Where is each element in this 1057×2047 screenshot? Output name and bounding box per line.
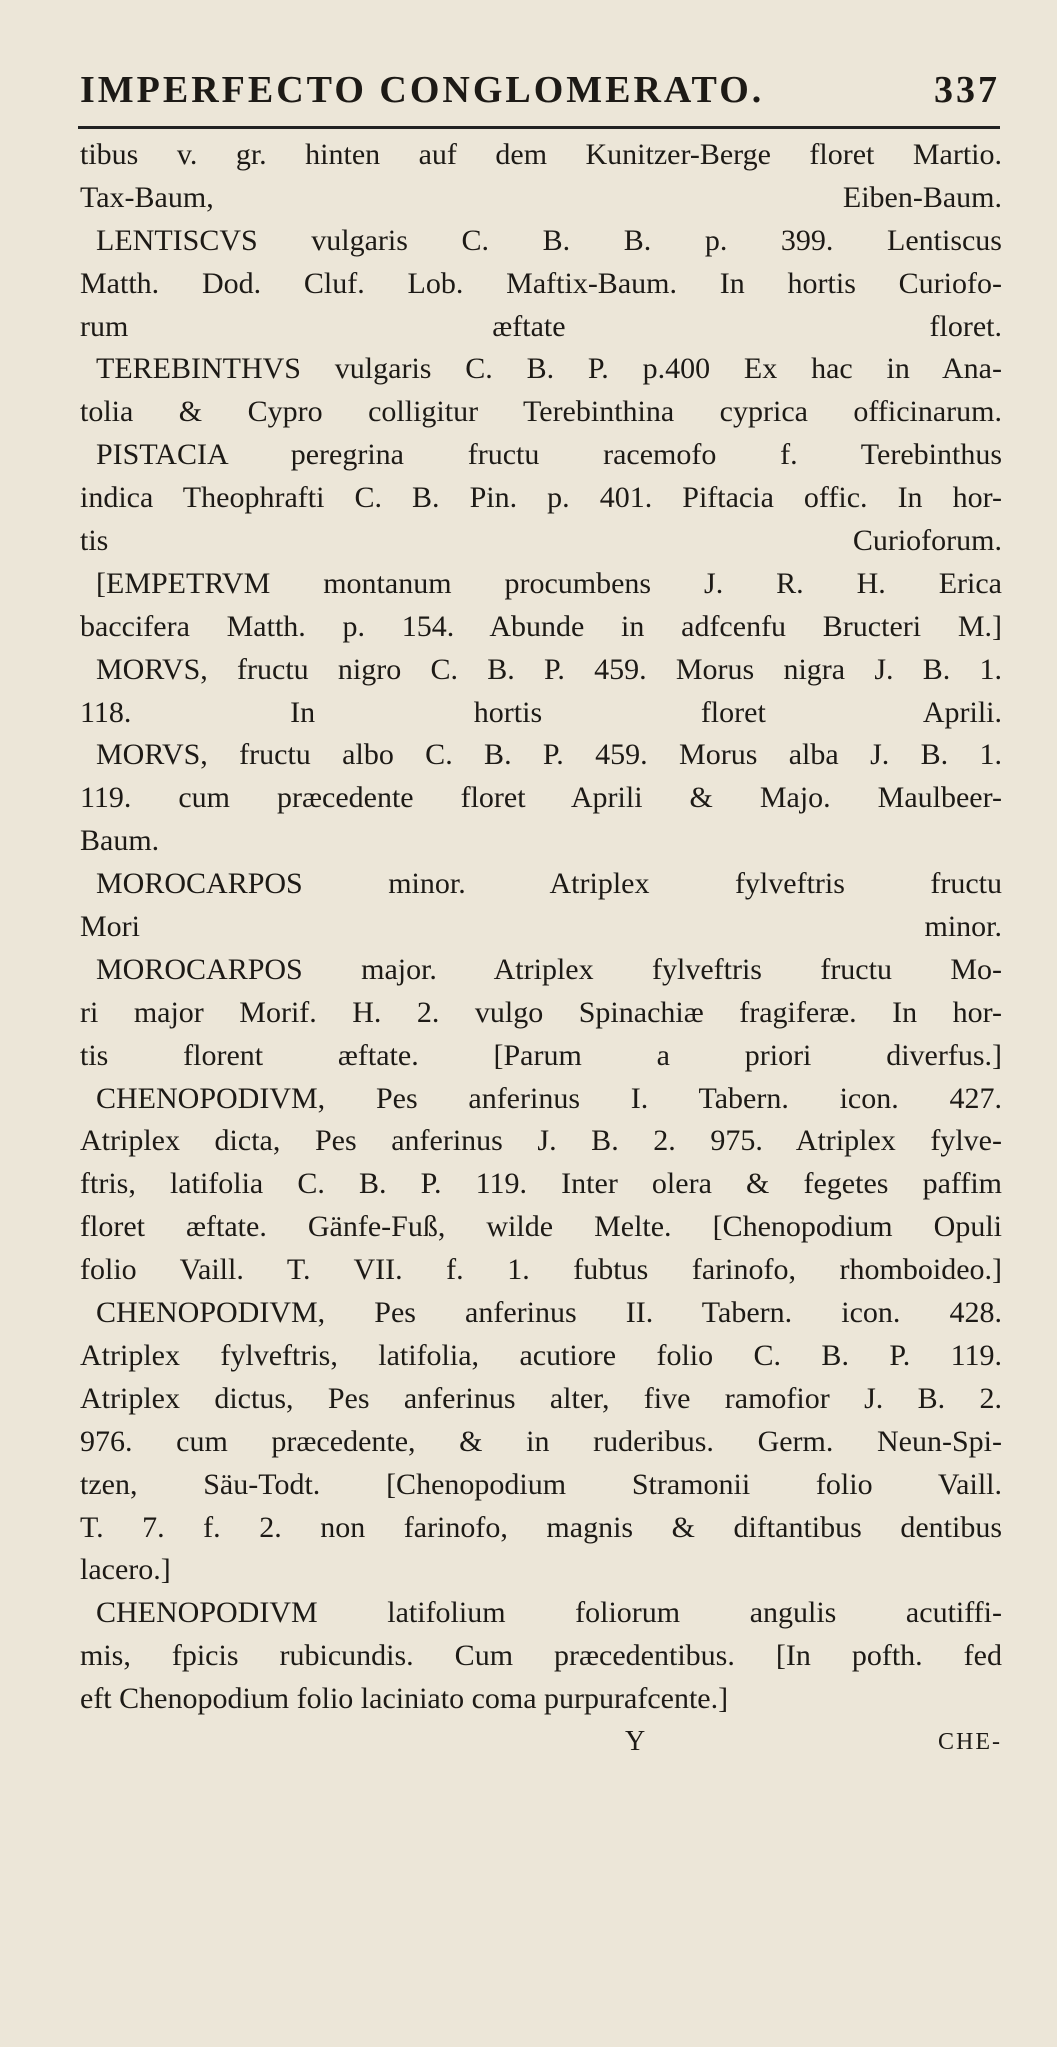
text-line: Baum. — [80, 824, 160, 858]
page-number: 337 — [934, 69, 1000, 111]
body-text — [80, 134, 1002, 1764]
text-line: 119. cum præcedente floret Aprili & Majo. Maulbeer- — [80, 781, 1002, 815]
text-line: mis, fpicis rubicundis. Cum præcedentibus. [In pofth. fed — [80, 1639, 1002, 1673]
text-line: tolia & Cypro colligitur Terebinthina cyprica officinarum. — [80, 395, 1002, 429]
page-footer — [80, 1721, 1002, 1764]
text-line: 976. cum præcedente, & in ruderibus. Germ. Neun-Spi- — [80, 1424, 1002, 1458]
text-line: T. 7. f. 2. non farinofo, magnis & diftantibus dentibus — [80, 1510, 1002, 1544]
text-line: indica Theophrafti C. B. Pin. p. 401. Piftacia offic. In hor- — [80, 481, 1002, 515]
text-line: LENTISCVS vulgaris C. B. B. p. 399. Lentiscus — [96, 223, 1002, 257]
text-line: eft Chenopodium folio laciniato coma purpurafcente.] — [80, 1682, 729, 1716]
text-line: baccifera Matth. p. 154. Abunde in adfcenfu Bructeri M.] — [80, 609, 1002, 643]
signature-mark: Y — [625, 1725, 646, 1757]
text-line: tis florent æftate. [Parum a priori diverfus.] — [80, 1038, 1002, 1072]
header-rule — [78, 126, 1000, 129]
text-line: lacero.] — [80, 1553, 171, 1587]
text-line: MORVS, fructu albo C. B. P. 459. Morus alba J. B. 1. — [96, 738, 1002, 772]
text-line: Matth. Dod. Cluf. Lob. Maftix-Baum. In hortis Curiofo- — [80, 266, 1002, 300]
text-line: MOROCARPOS major. Atriplex fylveftris fructu Mo- — [96, 952, 1002, 986]
catchword: CHE- — [938, 1728, 1002, 1755]
text-line: Atriplex fylveftris, latifolia, acutiore folio C. B. P. 119. — [80, 1338, 1002, 1372]
text-line: tzen, Säu-Todt. [Chenopodium Stramonii folio Vaill. — [80, 1467, 1002, 1501]
text-line: CHENOPODIVM, Pes anferinus II. Tabern. icon. 428. — [96, 1296, 1002, 1330]
text-line: Atriplex dicta, Pes anferinus J. B. 2. 975. Atriplex fylve- — [80, 1124, 1002, 1158]
text-line: 118. In hortis floret Aprili. — [80, 695, 1002, 729]
text-line: tibus v. gr. hinten auf dem Kunitzer-Berge floret Martio. — [80, 138, 1002, 171]
text-line: MORVS, fructu nigro C. B. P. 459. Morus nigra J. B. 1. — [96, 652, 1002, 686]
text-line: tis Curioforum. — [80, 524, 1002, 558]
text-line: CHENOPODIVM latifolium foliorum angulis acutiffi- — [96, 1596, 1002, 1630]
text-line: [EMPETRVM montanum procumbens J. R. H. Erica — [96, 566, 1002, 600]
text-line: Tax-Baum, Eiben-Baum. — [80, 180, 1002, 214]
running-title: IMPERFECTO CONGLOMERATO. — [80, 69, 765, 111]
text-line: Mori minor. — [80, 910, 1002, 944]
text-line: ftris, latifolia C. B. P. 119. Inter olera & fegetes paffim — [80, 1167, 1002, 1201]
text-line: floret æftate. Gänfe-Fuß, wilde Melte. [Chenopodium Opuli — [80, 1210, 1002, 1244]
running-header — [80, 62, 1000, 118]
text-line: Atriplex dictus, Pes anferinus alter, five ramofior J. B. 2. — [80, 1381, 1002, 1415]
text-line: TEREBINTHVS vulgaris C. B. P. p.400 Ex hac in Ana- — [96, 352, 1002, 386]
text-line: ri major Morif. H. 2. vulgo Spinachiæ fragiferæ. In hor- — [80, 995, 1002, 1029]
text-line: PISTACIA peregrina fructu racemofo f. Terebinthus — [96, 438, 1002, 472]
text-line: folio Vaill. T. VII. f. 1. fubtus farinofo, rhomboideo.] — [80, 1253, 1002, 1287]
text-line: MOROCARPOS minor. Atriplex fylveftris fructu — [96, 867, 1002, 901]
text-line: rum æftate floret. — [80, 309, 1002, 343]
text-line: CHENOPODIVM, Pes anferinus I. Tabern. icon. 427. — [96, 1081, 1002, 1115]
